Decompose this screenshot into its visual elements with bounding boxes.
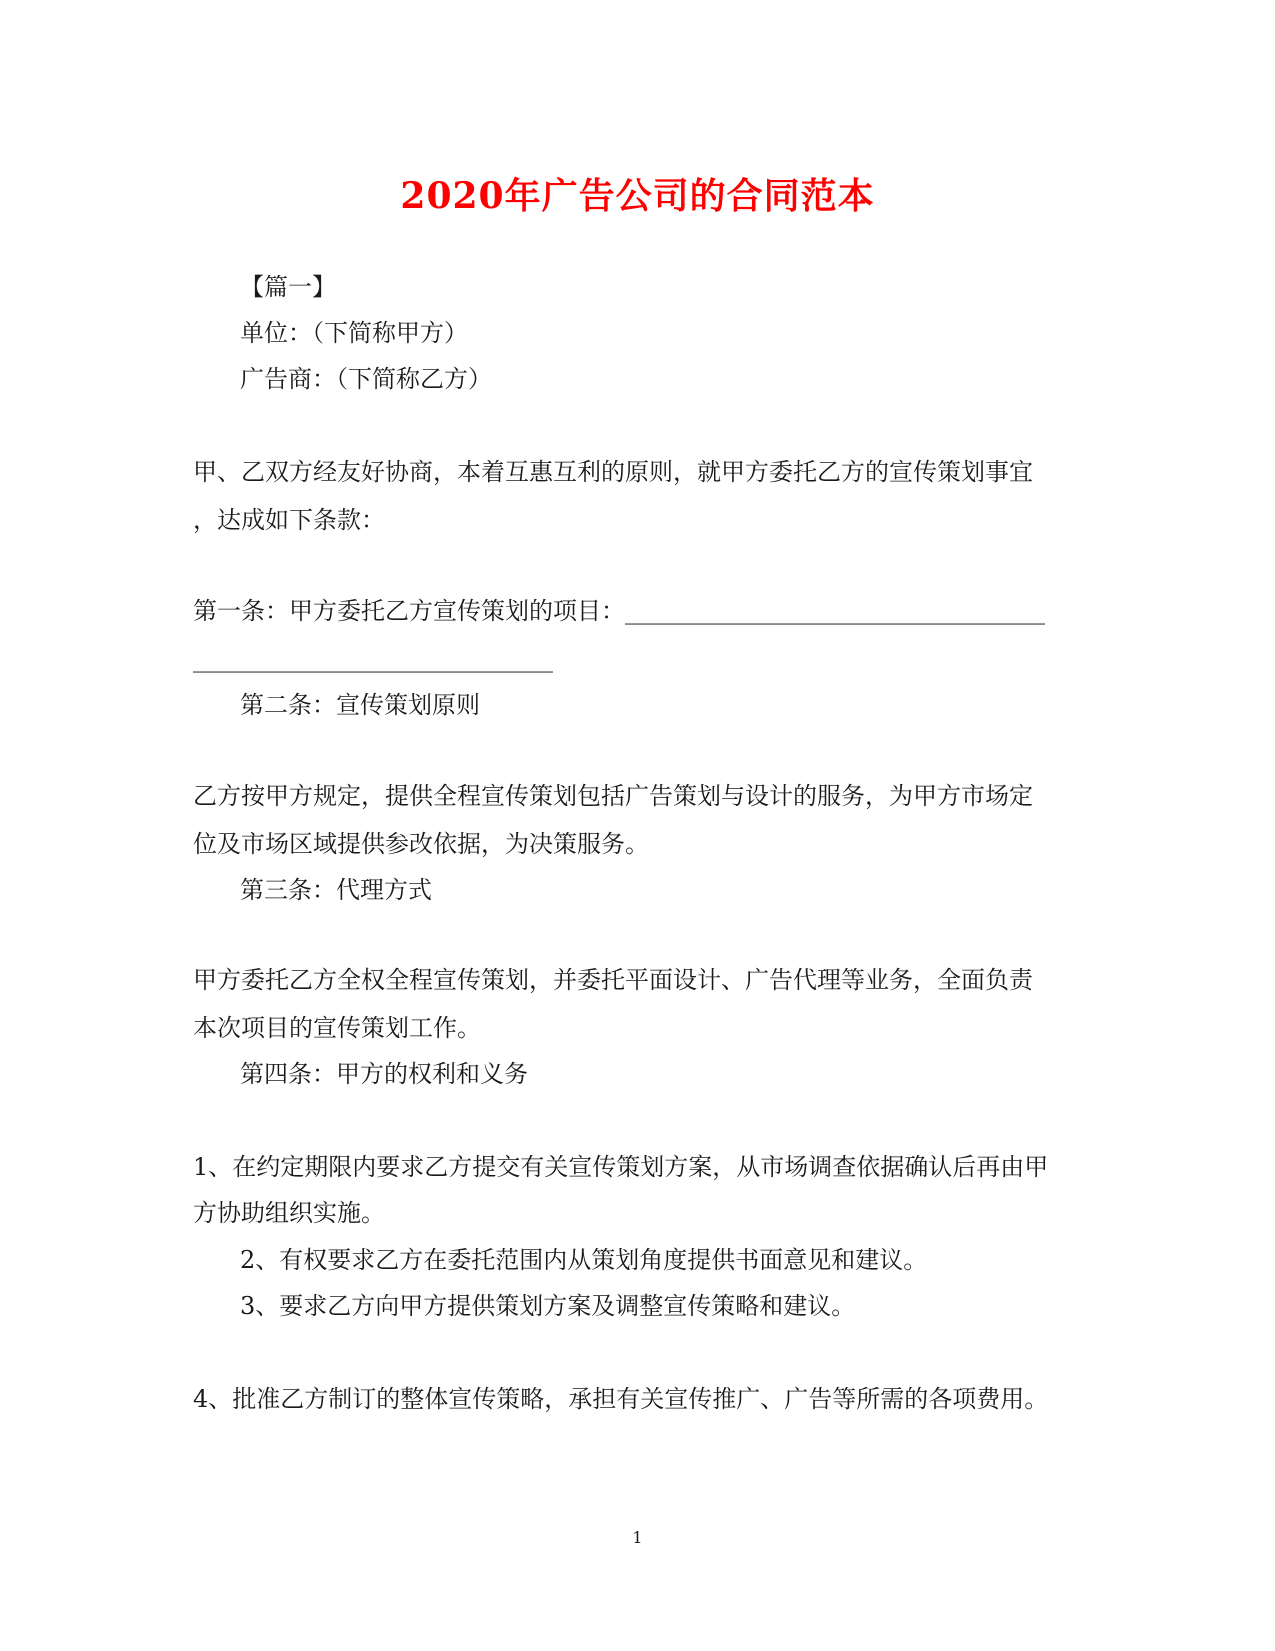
party-a-line: 单位：（下简称甲方） [240, 319, 468, 347]
article-3-line-1: 甲方委托乙方全权全程宣传策划，并委托平面设计、广告代理等业务，全面负责 [193, 966, 1033, 994]
clause-2-line: 2、有权要求乙方在委托范围内从策划角度提供书面意见和建议。 [240, 1246, 928, 1274]
article-2-line-1: 乙方按甲方规定，提供全程宣传策划包括广告策划与设计的服务，为甲方市场定 [193, 782, 1033, 810]
article-1-blank: ______________________________ [193, 645, 553, 673]
clause-4-line: 4、批准乙方制订的整体宣传策略，承担有关宣传推广、广告等所需的各项费用。 [193, 1385, 1049, 1413]
article-1-line: 第一条：甲方委托乙方宣传策划的项目：___________________________________ [193, 597, 1045, 625]
article-2-heading: 第二条：宣传策划原则 [240, 691, 480, 719]
clause-1-line-2: 方协助组织实施。 [193, 1199, 385, 1227]
article-2-line-2: 位及市场区域提供参改依据，为决策服务。 [193, 830, 649, 858]
article-3-line-2: 本次项目的宣传策划工作。 [193, 1014, 481, 1042]
document-title: 2020年广告公司的合同范本 [400, 175, 875, 217]
section-heading: 【篇一】 [240, 273, 336, 301]
clause-1-line-1: 1、在约定期限内要求乙方提交有关宣传策划方案，从市场调查依据确认后再由甲 [193, 1153, 1049, 1181]
clause-3-line: 3、要求乙方向甲方提供策划方案及调整宣传策略和建议。 [240, 1292, 856, 1320]
preamble-line-2: ，达成如下条款： [193, 506, 385, 534]
page-number: 1 [632, 1528, 643, 1547]
party-b-line: 广告商：（下简称乙方） [240, 365, 492, 393]
preamble-line-1: 甲、乙双方经友好协商，本着互惠互利的原则，就甲方委托乙方的宣传策划事宜 [193, 458, 1033, 486]
article-3-heading: 第三条：代理方式 [240, 876, 432, 904]
article-4-heading: 第四条：甲方的权利和义务 [240, 1060, 528, 1088]
